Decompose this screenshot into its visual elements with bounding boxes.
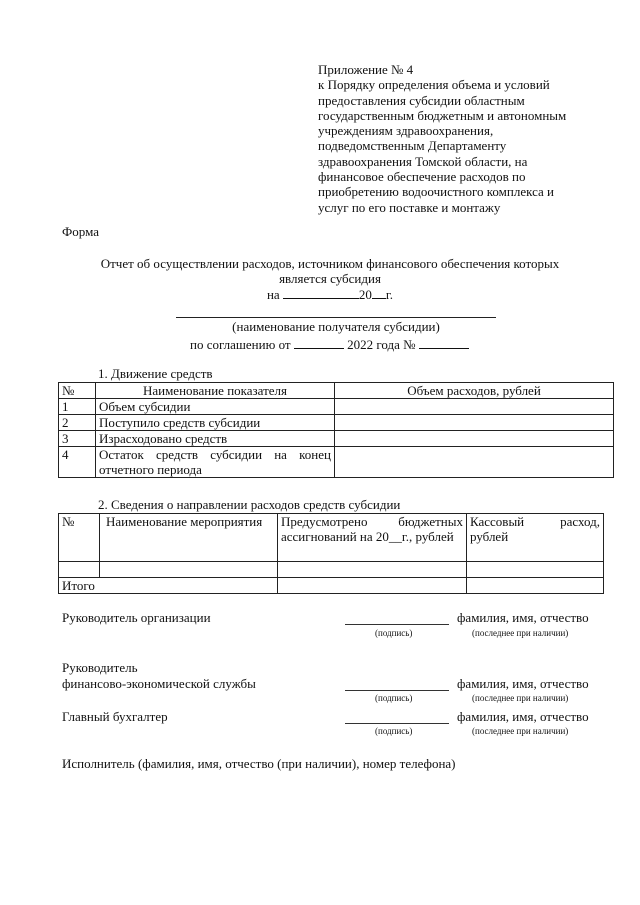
name-hint: фамилия, имя, отчество [457,709,589,724]
table-total-row [59,578,604,594]
appendix-line: услуг по его поставке и монтажу [318,199,501,215]
row-value[interactable] [335,399,614,415]
expenses-table [58,513,604,594]
appendix-block [318,62,618,215]
cell-num[interactable] [59,562,100,578]
sig-role-accountant: Главный бухгалтер [62,709,168,724]
report-date: на 20 г. [266,287,394,302]
movement-table [58,382,614,478]
appendix-line: здравоохранения Томской области, на [318,153,528,169]
report-title-line1: Отчет об осуществлении расходов, источником финансового обеспечения которых [100,256,560,271]
appendix-line: к Порядку определения объема и условий [318,77,550,93]
table-header-row [59,383,614,399]
sig-role-finance: Руководитель финансово-экономической службы [62,660,256,691]
total-planned[interactable] [278,578,467,594]
row-num: 2 [59,415,96,431]
signature-line[interactable] [345,624,449,625]
name-caption: (последнее при наличии) [472,726,569,736]
appendix-line: предоставления субсидии областным [318,92,525,108]
total-cash[interactable] [467,578,604,594]
name-hint: фамилия, имя, отчество [457,610,589,625]
row-num: 3 [59,431,96,447]
name-caption: (последнее при наличии) [472,693,569,703]
section1-title: 1. Движение средств [98,366,213,381]
executor-line: Исполнитель (фамилия, имя, отчество (при наличии), номер телефона) [62,756,456,771]
section2-title: 2. Сведения о направлении расходов средств субсидии [98,497,401,512]
col-cash-header: Кассовый расход, рублей [467,514,604,562]
row-name: Остаток средств субсидии на конец отчетного периода [96,447,335,478]
signature-line[interactable] [345,723,449,724]
col-event-header: Наименование мероприятия [100,514,278,562]
table-row [59,562,604,578]
table-row [59,447,614,478]
table-row [59,415,614,431]
signature-caption: (подпись) [375,693,413,703]
name-hint: фамилия, имя, отчество [457,676,589,691]
row-value[interactable] [335,447,614,478]
sig-role-director: Руководитель организации [62,610,211,625]
row-value[interactable] [335,431,614,447]
col-planned-header: Предусмотрено бюджетных ассигнований на 20__г., рублей [278,514,467,562]
row-name: Израсходовано средств [96,431,335,447]
row-name: Объем субсидии [96,399,335,415]
row-num: 4 [59,447,96,478]
col-num-header: № [59,514,100,562]
cell-event[interactable] [100,562,278,578]
agreement-line: по соглашению от 2022 года № [190,336,469,353]
signature-line[interactable] [345,690,449,691]
form-label: Форма [62,224,99,239]
table-row [59,399,614,415]
signature-caption: (подпись) [375,628,413,638]
appendix-line: приобретению водоочистного комплекса и [318,184,554,200]
table-row [59,431,614,447]
year-blank[interactable] [372,286,386,299]
recipient-line[interactable] [176,317,496,318]
agreement-number-blank[interactable] [419,336,469,349]
col-value-header: Объем расходов, рублей [335,383,614,399]
date-blank[interactable] [283,286,359,299]
cell-cash[interactable] [467,562,604,578]
row-name: Поступило средств субсидии [96,415,335,431]
cell-planned[interactable] [278,562,467,578]
col-num-header: № [59,383,96,399]
appendix-line: финансовое обеспечение расходов по [318,169,526,185]
agreement-date-blank[interactable] [294,336,344,349]
report-title-line2: является субсидия [279,271,381,286]
appendix-line: Приложение № 4 [318,62,414,77]
total-label: Итого [59,578,278,594]
appendix-line: учреждениям здравоохранения, [318,123,494,139]
table-header-row [59,514,604,562]
name-caption: (последнее при наличии) [472,628,569,638]
report-title [40,256,620,302]
appendix-line: государственным бюджетным и автономным [318,107,567,123]
signature-caption: (подпись) [375,726,413,736]
row-num: 1 [59,399,96,415]
row-value[interactable] [335,415,614,431]
col-name-header: Наименование показателя [96,383,335,399]
recipient-caption: (наименование получателя субсидии) [232,319,440,334]
appendix-line: подведомственным Департаменту [318,138,507,154]
